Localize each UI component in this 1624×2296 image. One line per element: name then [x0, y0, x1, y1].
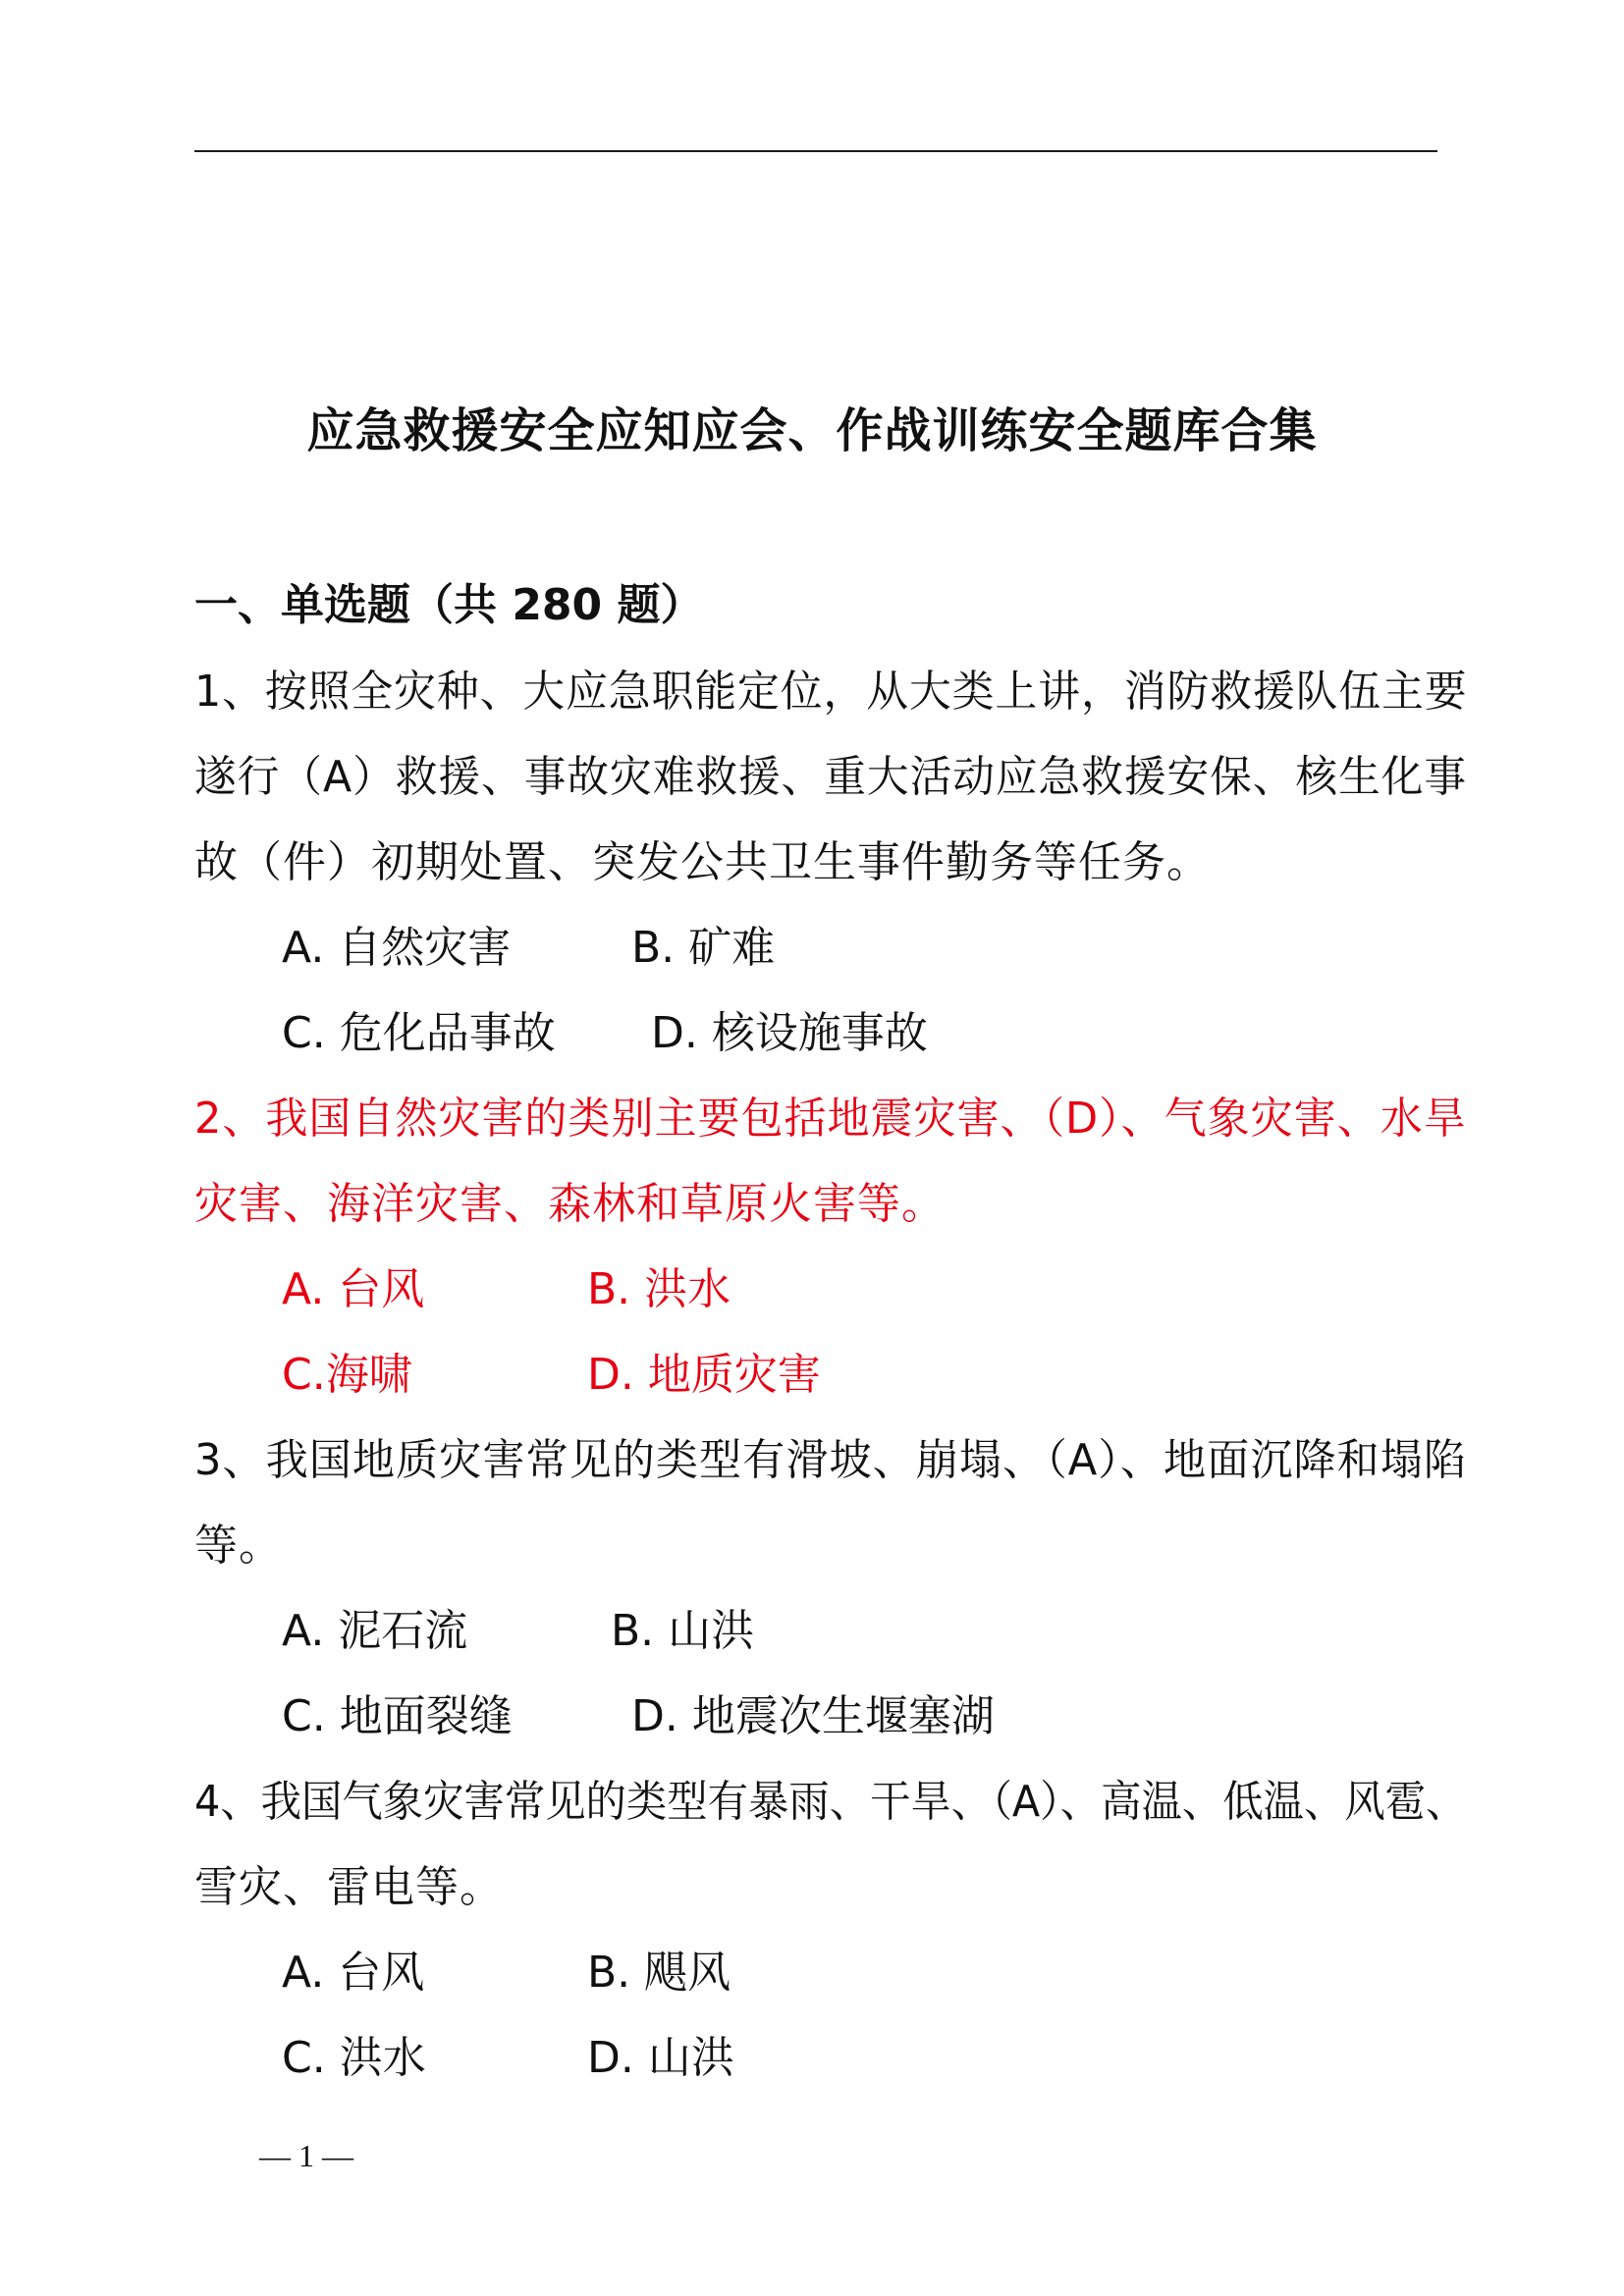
question-4-option-a: A. 台风 [282, 1948, 425, 1998]
question-1-line-3: 故（件）初期处置、突发公共卫生事件勤务等任务。 [194, 837, 1211, 887]
question-4-option-d: D. 山洪 [587, 2033, 734, 2083]
question-4-line-2: 雪灾、雷电等。 [194, 1862, 504, 1912]
page-number: — 1 — [259, 2138, 353, 2173]
question-1-option-c: C. 危化品事故 [282, 1008, 556, 1058]
question-2-option-c: C.海啸 [282, 1350, 412, 1400]
question-2-line-1: 2、我国自然灾害的类别主要包括地震灾害、（D）、气象灾害、水旱 [194, 1094, 1467, 1144]
document-title: 应急救援安全应知应会、作战训练安全题库合集 [306, 403, 1318, 458]
question-1-line-2: 遂行（A）救援、事故灾难救援、重大活动应急救援安保、核生化事 [194, 752, 1468, 802]
question-2-option-b: B. 洪水 [587, 1264, 731, 1314]
question-1-option-b: B. 矿难 [631, 923, 776, 973]
question-1-line-1: 1、按照全灾种、大应急职能定位，从大类上讲，消防救援队伍主要 [194, 667, 1468, 717]
question-1-option-d: D. 核设施事故 [651, 1008, 928, 1058]
question-2-option-a: A. 台风 [282, 1264, 425, 1314]
question-3-option-a: A. 泥石流 [282, 1606, 468, 1656]
question-2-line-2: 灾害、海洋灾害、森林和草原火害等。 [194, 1179, 946, 1229]
question-4-option-c: C. 洪水 [282, 2033, 426, 2083]
header-rule [194, 150, 1437, 152]
question-3-line-2: 等。 [194, 1521, 283, 1571]
question-3-option-c: C. 地面裂缝 [282, 1691, 513, 1741]
section-heading: 一、单选题（共 280 题） [194, 580, 704, 630]
question-4-line-1: 4、我国气象灾害常见的类型有暴雨、干旱、（A）、高温、低温、风雹、 [194, 1777, 1467, 1827]
question-3-option-b: B. 山洪 [611, 1606, 755, 1656]
question-2-option-d: D. 地质灾害 [587, 1350, 821, 1400]
question-1-option-a: A. 自然灾害 [282, 923, 512, 973]
question-3-line-1: 3、我国地质灾害常见的类型有滑坡、崩塌、（A）、地面沉降和塌陷 [194, 1435, 1467, 1485]
question-4-option-b: B. 飓风 [587, 1948, 731, 1998]
question-3-option-d: D. 地震次生堰塞湖 [631, 1691, 995, 1741]
